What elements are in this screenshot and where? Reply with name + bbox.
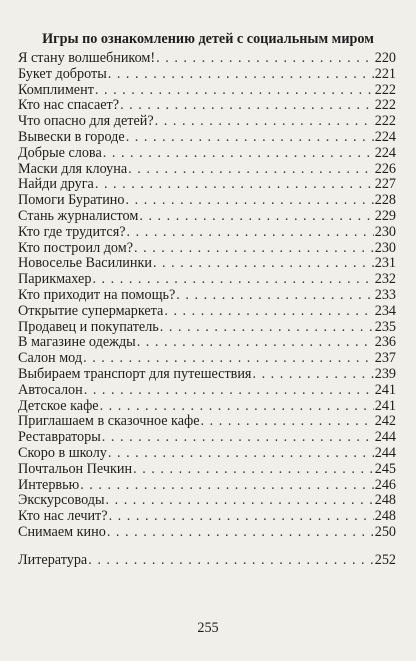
- dot-leader: [106, 493, 374, 509]
- toc-entry: [18, 462, 396, 478]
- toc-entry: [18, 430, 396, 446]
- dot-leader: [128, 162, 374, 178]
- dot-leader: [133, 462, 374, 478]
- entry-page: 248: [374, 492, 396, 509]
- table-of-contents: [18, 51, 396, 569]
- entry-page: 224: [374, 144, 396, 161]
- dot-leader: [201, 414, 374, 430]
- entry-page: 229: [374, 207, 396, 224]
- dot-leader: [103, 146, 374, 162]
- toc-entry: [18, 256, 396, 272]
- toc-entry: [18, 83, 396, 99]
- dot-leader: [139, 209, 373, 225]
- entry-page: 242: [374, 413, 396, 430]
- dot-leader: [137, 335, 374, 351]
- dot-leader: [109, 509, 374, 525]
- entry-title: Снимаем кино: [18, 523, 106, 540]
- entry-title: Добрые слова: [18, 144, 102, 161]
- toc-entry: [18, 446, 396, 462]
- entry-page: 252: [374, 551, 396, 568]
- toc-entry: [18, 225, 396, 241]
- dot-leader: [164, 304, 373, 320]
- entry-title: В магазине одежды: [18, 334, 136, 351]
- entry-page: 222: [374, 113, 396, 130]
- entry-page: 226: [374, 160, 396, 177]
- toc-entry: [18, 241, 396, 257]
- dot-leader: [107, 525, 374, 541]
- entry-page: 230: [374, 223, 396, 240]
- toc-entry: [18, 525, 396, 541]
- toc-entry: [18, 478, 396, 494]
- entry-page: 222: [374, 97, 396, 114]
- entry-page: 231: [374, 255, 396, 272]
- entry-page: 228: [374, 192, 396, 209]
- entry-page: 246: [374, 476, 396, 493]
- entry-title: Интервью: [18, 476, 80, 493]
- section-heading: Игры по ознакомлению детей с социальным миром: [42, 31, 374, 47]
- entry-title: Реставраторы: [18, 429, 101, 446]
- entry-page: 221: [374, 65, 396, 82]
- toc-entries: [18, 51, 396, 541]
- toc-entry: [18, 304, 396, 320]
- entry-page: 234: [374, 302, 396, 319]
- entry-title: Стань журналистом: [18, 207, 139, 224]
- toc-entry: [18, 162, 396, 178]
- dot-leader: [102, 430, 374, 446]
- entry-title: Парикмахер: [18, 271, 92, 288]
- toc-entry: [18, 98, 396, 114]
- entry-page: 230: [374, 239, 396, 256]
- dot-leader: [83, 351, 374, 367]
- entry-title: Кто нас лечит?: [18, 508, 108, 525]
- toc-entry: [18, 383, 396, 399]
- entry-title: Комплимент: [18, 81, 94, 98]
- toc-entry: [18, 351, 396, 367]
- entry-title: Кто где трудится?: [18, 223, 126, 240]
- toc-entry: [18, 335, 396, 351]
- toc-entry: [18, 177, 396, 193]
- toc-entry: [18, 209, 396, 225]
- entry-title: Букет доброты: [18, 65, 107, 82]
- toc-entry: [18, 414, 396, 430]
- entry-title: Помоги Буратино: [18, 192, 125, 209]
- entry-title: Литература: [18, 551, 88, 568]
- entry-page: 250: [374, 523, 396, 540]
- entry-title: Продавец и покупатель: [18, 318, 159, 335]
- toc-entry: [18, 320, 396, 336]
- dot-leader: [80, 478, 374, 494]
- dot-leader: [126, 130, 374, 146]
- dot-leader: [84, 383, 374, 399]
- entry-page: 239: [374, 365, 396, 382]
- entry-title: Что опасно для детей?: [18, 113, 154, 130]
- toc-entry: [18, 67, 396, 83]
- entry-title: Детское кафе: [18, 397, 99, 414]
- entry-title: Кто нас спасает?: [18, 97, 120, 114]
- page-number: 255: [197, 620, 219, 636]
- toc-entry: [18, 114, 396, 130]
- entry-page: 248: [374, 508, 396, 525]
- toc-entry: [18, 51, 396, 67]
- dot-leader: [134, 241, 374, 257]
- entry-title: Скоро в школу: [18, 444, 107, 461]
- toc-entry: [18, 146, 396, 162]
- dot-leader: [160, 320, 374, 336]
- entry-title: Кто приходит на помощь?: [18, 286, 176, 303]
- toc-entry: [18, 288, 396, 304]
- entry-page: 224: [374, 128, 396, 145]
- entry-title: Вывески в городе: [18, 128, 125, 145]
- toc-entry: [18, 399, 396, 415]
- entry-title: Приглашаем в сказочное кафе: [18, 413, 200, 430]
- entry-page: 227: [374, 176, 396, 193]
- dot-leader: [127, 225, 374, 241]
- dot-leader: [108, 446, 374, 462]
- entry-title: Салон мод: [18, 350, 83, 367]
- entry-title: Выбираем транспорт для путешествия: [18, 365, 252, 382]
- dot-leader: [92, 272, 373, 288]
- dot-leader: [156, 51, 374, 67]
- entry-page: 244: [374, 444, 396, 461]
- toc-entry-literature: [18, 553, 396, 569]
- entry-page: 237: [374, 350, 396, 367]
- entry-page: 233: [374, 286, 396, 303]
- dot-leader: [252, 367, 373, 383]
- entry-page: 235: [374, 318, 396, 335]
- entry-title: Найди друга: [18, 176, 94, 193]
- entry-title: Экскурсоводы: [18, 492, 105, 509]
- entry-page: 222: [374, 81, 396, 98]
- toc-entry: [18, 130, 396, 146]
- dot-leader: [155, 114, 374, 130]
- dot-leader: [176, 288, 373, 304]
- entry-page: 245: [374, 460, 396, 477]
- dot-leader: [88, 553, 373, 569]
- toc-entry: [18, 493, 396, 509]
- dot-leader: [126, 193, 374, 209]
- entry-title: Маски для клоуна: [18, 160, 128, 177]
- dot-leader: [153, 256, 374, 272]
- toc-entry: [18, 509, 396, 525]
- dot-leader: [100, 399, 374, 415]
- dot-leader: [120, 98, 374, 114]
- entry-title: Я стану волшебником!: [18, 50, 156, 66]
- dot-leader: [108, 67, 374, 83]
- dot-leader: [95, 83, 374, 99]
- entry-page: 220: [374, 50, 396, 66]
- entry-page: 244: [374, 429, 396, 446]
- toc-entry: [18, 193, 396, 209]
- entry-page: 232: [374, 271, 396, 288]
- entry-title: Новоселье Василинки: [18, 255, 152, 272]
- entry-page: 241: [374, 397, 396, 414]
- entry-title: Почтальон Печкин: [18, 460, 133, 477]
- entry-page: 241: [374, 381, 396, 398]
- entry-page: 236: [374, 334, 396, 351]
- toc-entry: [18, 272, 396, 288]
- toc-entry: [18, 367, 396, 383]
- entry-title: Кто построил дом?: [18, 239, 134, 256]
- entry-title: Автосалон: [18, 381, 83, 398]
- entry-title: Открытие супермаркета: [18, 302, 164, 319]
- dot-leader: [95, 177, 374, 193]
